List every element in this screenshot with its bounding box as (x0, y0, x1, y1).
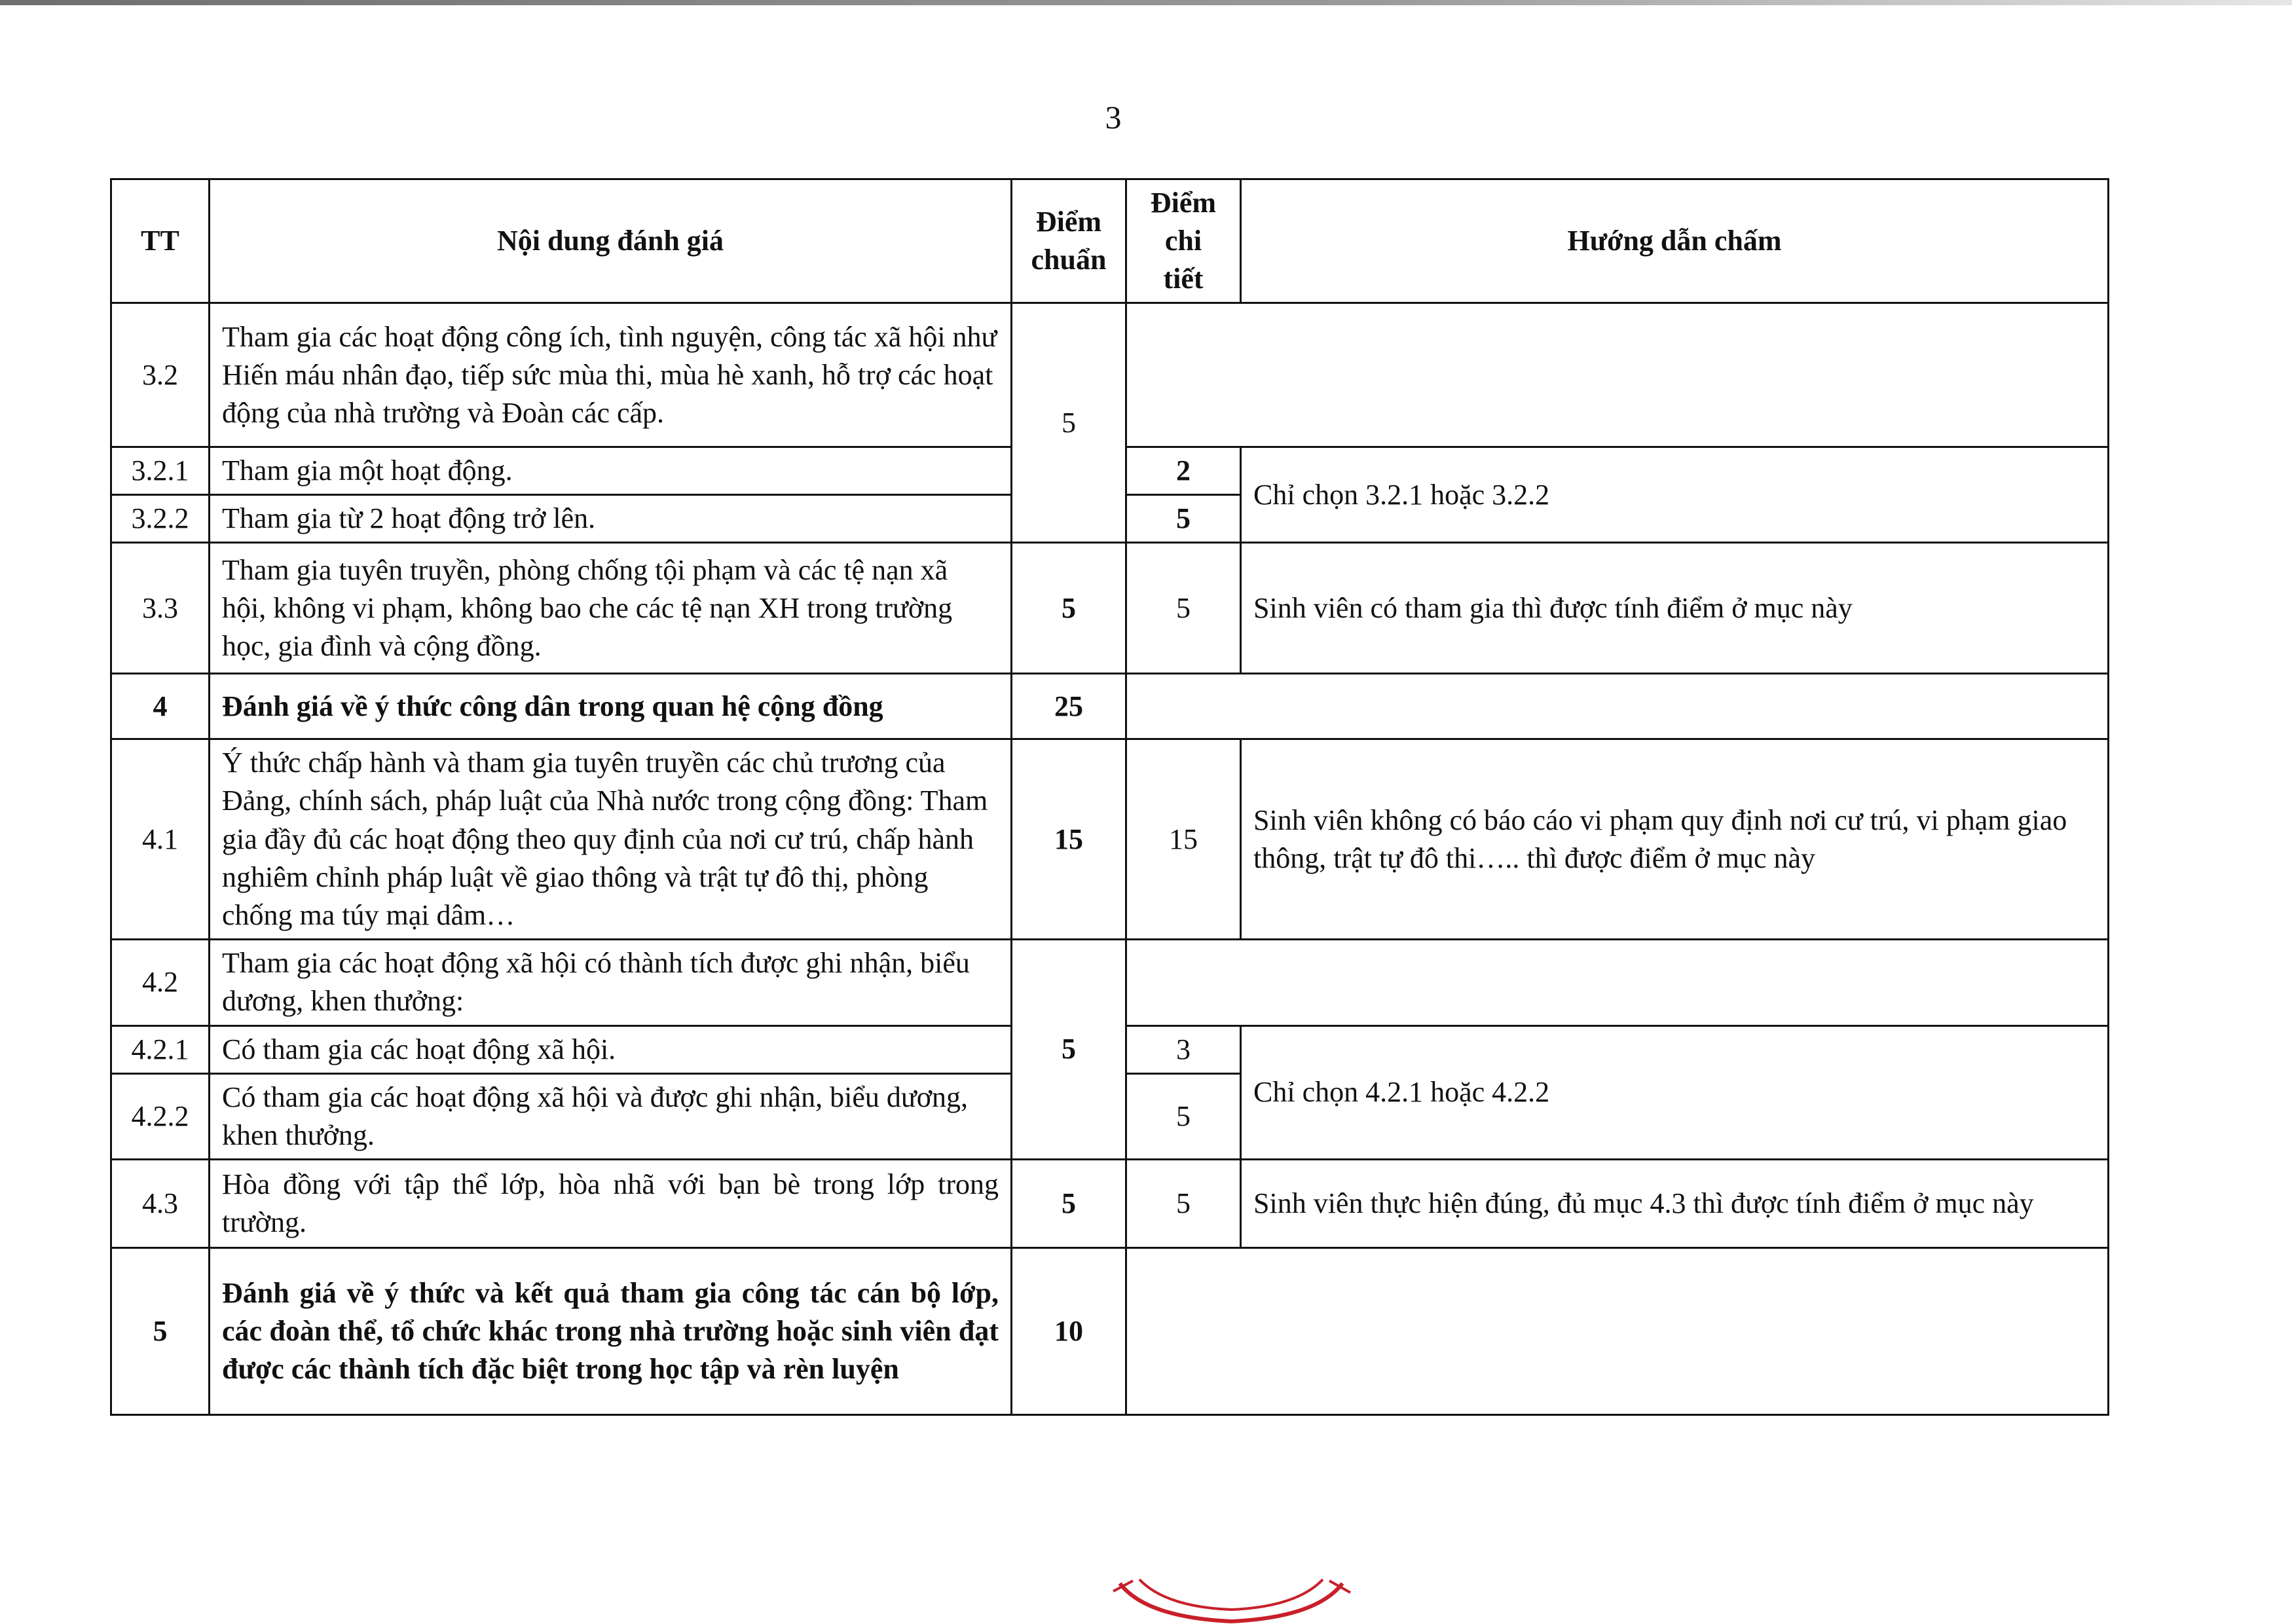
row-4-3-guide: Sinh viên thực hiện đúng, đủ mục 4.3 thì được tính điểm ở mục này (1241, 1160, 2109, 1248)
row-4-2-2-tt: 4.2.2 (111, 1073, 210, 1159)
table-row (111, 939, 2109, 1025)
header-detail-line3: tiết (1163, 263, 1204, 295)
row-4-content: Đánh giá về ý thức công dân trong quan hệ cộng đồng (210, 674, 1012, 739)
row-3-3-tt: 3.3 (111, 543, 210, 674)
table-header-row (111, 179, 2109, 303)
row-3-2-empty-cell (1126, 303, 2109, 447)
row-4-3-standard: 5 (1012, 1160, 1126, 1248)
row-3-2-2-tt: 3.2.2 (111, 495, 210, 543)
table-row (111, 674, 2109, 739)
table-row (111, 543, 2109, 674)
row-4-2-tt: 4.2 (111, 939, 210, 1025)
red-seal-stamp (1107, 1578, 1356, 1624)
row-4-2-2-detail: 5 (1126, 1073, 1241, 1159)
row-4-2-empty-cell (1126, 939, 2109, 1025)
row-4-1-guide: Sinh viên không có báo cáo vi phạm quy định nơi cư trú, vi phạm giao thông, trật tự đô thi….. thì được điểm ở mục này (1241, 739, 2109, 939)
header-content: Nội dung đánh giá (210, 179, 1012, 303)
header-standard-line1: Điểm (1035, 206, 1102, 238)
row-4-standard: 25 (1012, 674, 1126, 739)
row-3-3-content: Tham gia tuyên truyền, phòng chống tội phạm và các tệ nạn xã hội, không vi phạm, không bao che các tệ nạn XH trong trường học, gia đình và cộng đồng. (210, 543, 1012, 674)
table-row (111, 739, 2109, 939)
row-4-empty-cell (1126, 674, 2109, 739)
table-row (111, 1248, 2109, 1415)
row-3-3-detail: 5 (1126, 543, 1241, 674)
header-detail-line1: Điểm (1150, 187, 1217, 219)
row-3-2-1-guide: Chỉ chọn 3.2.1 hoặc 3.2.2 (1241, 447, 2109, 543)
header-tt: TT (111, 179, 210, 303)
row-4-2-standard: 5 (1012, 939, 1126, 1159)
row-5-standard: 10 (1012, 1248, 1126, 1415)
scan-top-edge (0, 0, 2292, 5)
row-4-2-2-content: Có tham gia các hoạt động xã hội và được ghi nhận, biểu dương, khen thưởng. (210, 1073, 1012, 1159)
header-detail-line2: chi (1164, 225, 1202, 257)
page-number: 3 (1105, 99, 1122, 136)
row-3-2-content: Tham gia các hoạt động công ích, tình nguyện, công tác xã hội như Hiến máu nhân đạo, tiếp sức mùa thi, mùa hè xanh, hỗ trợ các hoạt động của nhà trường và Đoàn các cấp. (210, 303, 1012, 447)
row-3-3-guide: Sinh viên có tham gia thì được tính điểm ở mục này (1241, 543, 2109, 674)
row-4-2-1-guide: Chỉ chọn 4.2.1 hoặc 4.2.2 (1241, 1025, 2109, 1159)
row-4-3-detail: 5 (1126, 1160, 1241, 1248)
row-4-1-content: Ý thức chấp hành và tham gia tuyên truyền các chủ trương của Đảng, chính sách, pháp luật của Nhà nước trong cộng đồng: Tham gia đầy đủ các hoạt động theo quy định của nơi cư trú, chấp hành nghiêm chỉnh pháp luật về giao thông và trật tự đô thị, phòng chống ma túy mại dâm… (210, 739, 1012, 939)
table-row (111, 303, 2109, 447)
row-4-2-content: Tham gia các hoạt động xã hội có thành tích được ghi nhận, biểu dương, khen thưởng: (210, 939, 1012, 1025)
row-3-2-1-tt: 3.2.1 (111, 447, 210, 495)
header-standard-score (1012, 179, 1126, 303)
row-3-2-2-content: Tham gia từ 2 hoạt động trở lên. (210, 495, 1012, 543)
header-standard-line2: chuẩn (1031, 244, 1107, 276)
row-3-2-2-detail: 5 (1126, 495, 1241, 543)
row-4-3-content: Hòa đồng với tập thể lớp, hòa nhã với bạn bè trong lớp trong trường. (210, 1160, 1012, 1248)
header-guide: Hướng dẫn chấm (1241, 179, 2109, 303)
row-5-content: Đánh giá về ý thức và kết quả tham gia công tác cán bộ lớp, các đoàn thể, tổ chức khác trong nhà trường hoặc sinh viên đạt được các thành tích đặc biệt trong học tập và rèn luyện (210, 1248, 1012, 1415)
row-3-2-tt: 3.2 (111, 303, 210, 447)
row-5-empty-cell (1126, 1248, 2109, 1415)
row-4-1-standard: 15 (1012, 739, 1126, 939)
row-4-1-detail: 15 (1126, 739, 1241, 939)
header-detail-score (1126, 179, 1241, 303)
row-4-3-tt: 4.3 (111, 1160, 210, 1248)
row-4-2-1-content: Có tham gia các hoạt động xã hội. (210, 1025, 1012, 1073)
row-5-tt: 5 (111, 1248, 210, 1415)
row-3-3-standard: 5 (1012, 543, 1126, 674)
row-4-2-1-tt: 4.2.1 (111, 1025, 210, 1073)
row-4-2-1-detail: 3 (1126, 1025, 1241, 1073)
evaluation-table (110, 178, 2109, 1416)
row-4-tt: 4 (111, 674, 210, 739)
row-3-2-standard: 5 (1012, 303, 1126, 543)
table-row (111, 1160, 2109, 1248)
row-4-1-tt: 4.1 (111, 739, 210, 939)
row-3-2-1-content: Tham gia một hoạt động. (210, 447, 1012, 495)
row-3-2-1-detail: 2 (1126, 447, 1241, 495)
